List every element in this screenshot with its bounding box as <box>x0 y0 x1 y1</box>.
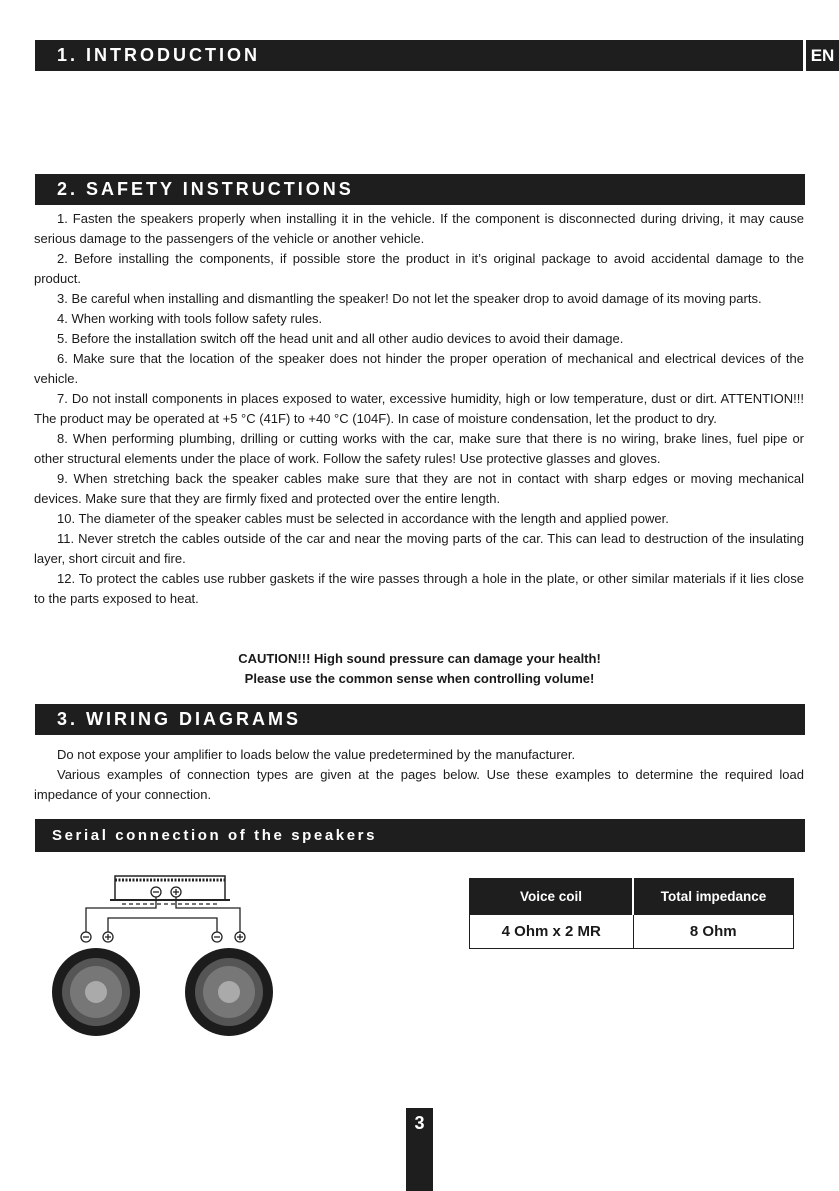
safety-item: 9. When stretching back the speaker cables make sure that they are not in contact with sharp edges or moving mechanical devices. Make sure that they are firmly fixed and protected over the entire length. <box>34 471 804 506</box>
serial-connection-heading: Serial connection of the speakers <box>35 819 805 852</box>
section-wiring-heading: 3. WIRING DIAGRAMS <box>35 704 805 735</box>
safety-item: 10. The diameter of the speaker cables must be selected in accordance with the length and applied power. <box>57 511 669 526</box>
page-number: 3 <box>406 1108 433 1191</box>
safety-item: 11. Never stretch the cables outside of the car and near the moving parts of the car. This can lead to destruction of the insulating layer, short circuit and fire. <box>34 531 804 566</box>
safety-item: 8. When performing plumbing, drilling or cutting works with the car, make sure that there is no wiring, brake lines, fuel pipe or other structural elements under the place of work. Follow the safety rules! Use protective glasses and gloves. <box>34 431 804 466</box>
safety-item: 12. To protect the cables use rubber gaskets if the wire passes through a hole in the plate, or other similar materials if it lies close to the parts exposed to heat. <box>34 571 804 606</box>
language-tab: EN <box>806 40 839 71</box>
safety-item: 3. Be careful when installing and dismantling the speaker! Do not let the speaker drop to avoid damage of its moving parts. <box>57 291 762 306</box>
safety-item: 6. Make sure that the location of the speaker does not hinder the proper operation of mechanical and electrical devices of the vehicle. <box>34 351 804 386</box>
safety-item: 2. Before installing the components, if possible store the product in it’s original package to avoid accidental damage to the product. <box>34 251 804 286</box>
wiring-paragraph: Do not expose your amplifier to loads below the value predetermined by the manufacturer. <box>57 747 576 762</box>
cell-total-impedance: 8 Ohm <box>633 915 794 949</box>
section-safety-heading: 2. SAFETY INSTRUCTIONS <box>35 174 805 205</box>
section-intro-heading: 1. INTRODUCTION <box>35 40 803 71</box>
safety-item: 1. Fasten the speakers properly when installing it in the vehicle. If the component is disconnected during driving, it may cause serious damage to the passengers of the vehicle or another vehicle. <box>34 211 804 246</box>
amplifier-icon <box>110 876 230 904</box>
speaker-left-icon <box>52 948 140 1036</box>
wiring-paragraph: Various examples of connection types are given at the pages below. Use these examples to determine the required load impedance of your connection. <box>34 767 804 802</box>
safety-instructions-list <box>34 209 804 609</box>
cell-voice-coil: 4 Ohm x 2 MR <box>470 915 634 949</box>
impedance-table <box>469 878 794 949</box>
serial-wiring-diagram <box>50 872 280 1042</box>
caution-note <box>0 649 839 689</box>
wires <box>86 897 240 932</box>
header-total-impedance: Total impedance <box>633 879 794 915</box>
terminal-icons <box>81 932 245 942</box>
safety-item: 7. Do not install components in places exposed to water, excessive humidity, high or low temperature, dust or dirt. ATTENTION!!! The product may be operated at +5 °C (41F) to +40 °C (104F). In case of moisture condensation, let the product to dry. <box>34 391 804 426</box>
caution-line-1: CAUTION!!! High sound pressure can damage your health! <box>238 651 601 666</box>
caution-line-2: Please use the common sense when controlling volume! <box>244 671 595 686</box>
safety-item: 5. Before the installation switch off the head unit and all other audio devices to avoid their damage. <box>57 331 624 346</box>
safety-item: 4. When working with tools follow safety rules. <box>57 311 323 326</box>
speaker-right-icon <box>185 948 273 1036</box>
header-voice-coil: Voice coil <box>470 879 634 915</box>
wiring-description <box>34 745 804 805</box>
